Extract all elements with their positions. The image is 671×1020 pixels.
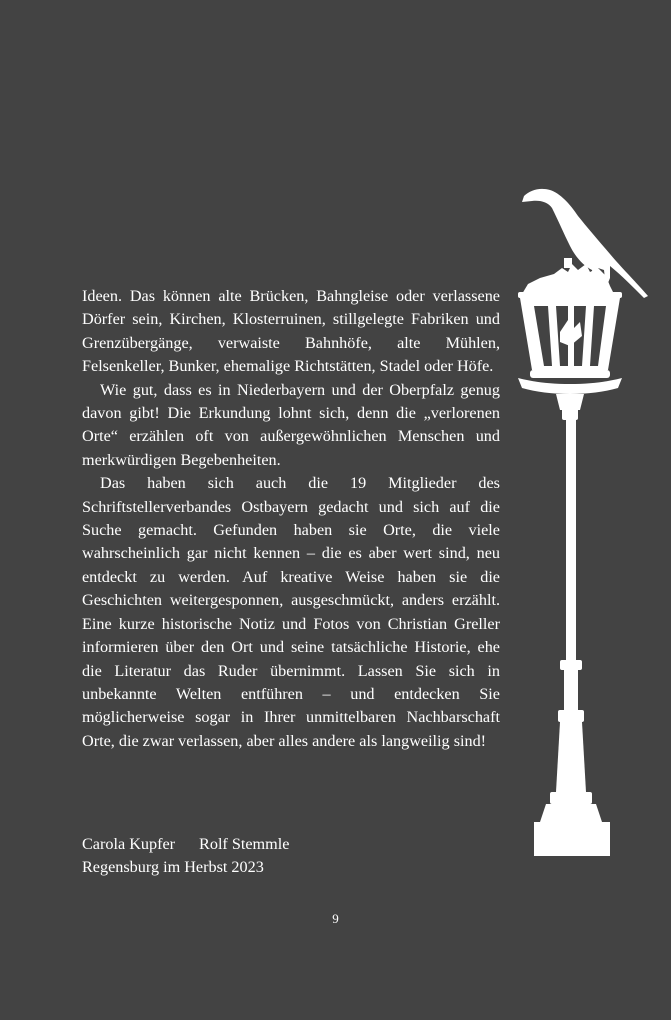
author-name-2: Rolf Stemmle — [199, 835, 290, 853]
author-names — [82, 833, 289, 856]
page-number: 9 — [332, 911, 339, 926]
raven-on-lamppost-icon — [510, 182, 660, 862]
paragraph-1: Ideen. Das können alte Brücken, Bahngleise oder verlassene Dörfer sein, Kirchen, Klosterruinen, stillgelegte Fabriken und Grenzübergänge, verwaiste Bahnhöfe, alte Mühlen, Felsenkeller, Bunker, ehemalige Richtstätten, Stadel oder Höfe. — [82, 287, 500, 376]
paragraph-2: Wie gut, dass es in Niederbayern und der Oberpfalz genug davon gibt! Die Erkundung lohnt sich, denn die „verlorenen Orte“ erzählen oft von außergewöhnlichen Menschen und merkwürdigen Begebenheiten. — [82, 380, 500, 469]
place-date: Regensburg im Herbst 2023 — [82, 858, 264, 877]
signature — [82, 833, 289, 880]
body-text — [82, 285, 500, 753]
author-name-1: Carola Kupfer — [82, 835, 176, 853]
paragraph-3: Das haben sich auch die 19 Mitglieder des Schriftstellerverbandes Ostbayern gedacht und sich auf die Suche gemacht. Gefunden haben sie Orte, die viele wahrscheinlich gar nicht kennen – die es aber wert sind, neu entdeckt zu werden. Auf kreative Weise haben sie die Geschichten weitergesponnen, ausgeschmückt, anders erzählt. Eine kurze historische Notiz und Fotos von Christian Greller informieren über den Ort und seine tatsächliche Historie, ehe die Literatur das Ruder übernimmt. Lassen Sie sich in unbekannte Welten entführen – und entdecken Sie möglicherweise sogar in Ihrer unmittelbaren Nachbarschaft Orte, die zwar verlassen, aber alles andere als langweilig sind! — [82, 474, 500, 750]
